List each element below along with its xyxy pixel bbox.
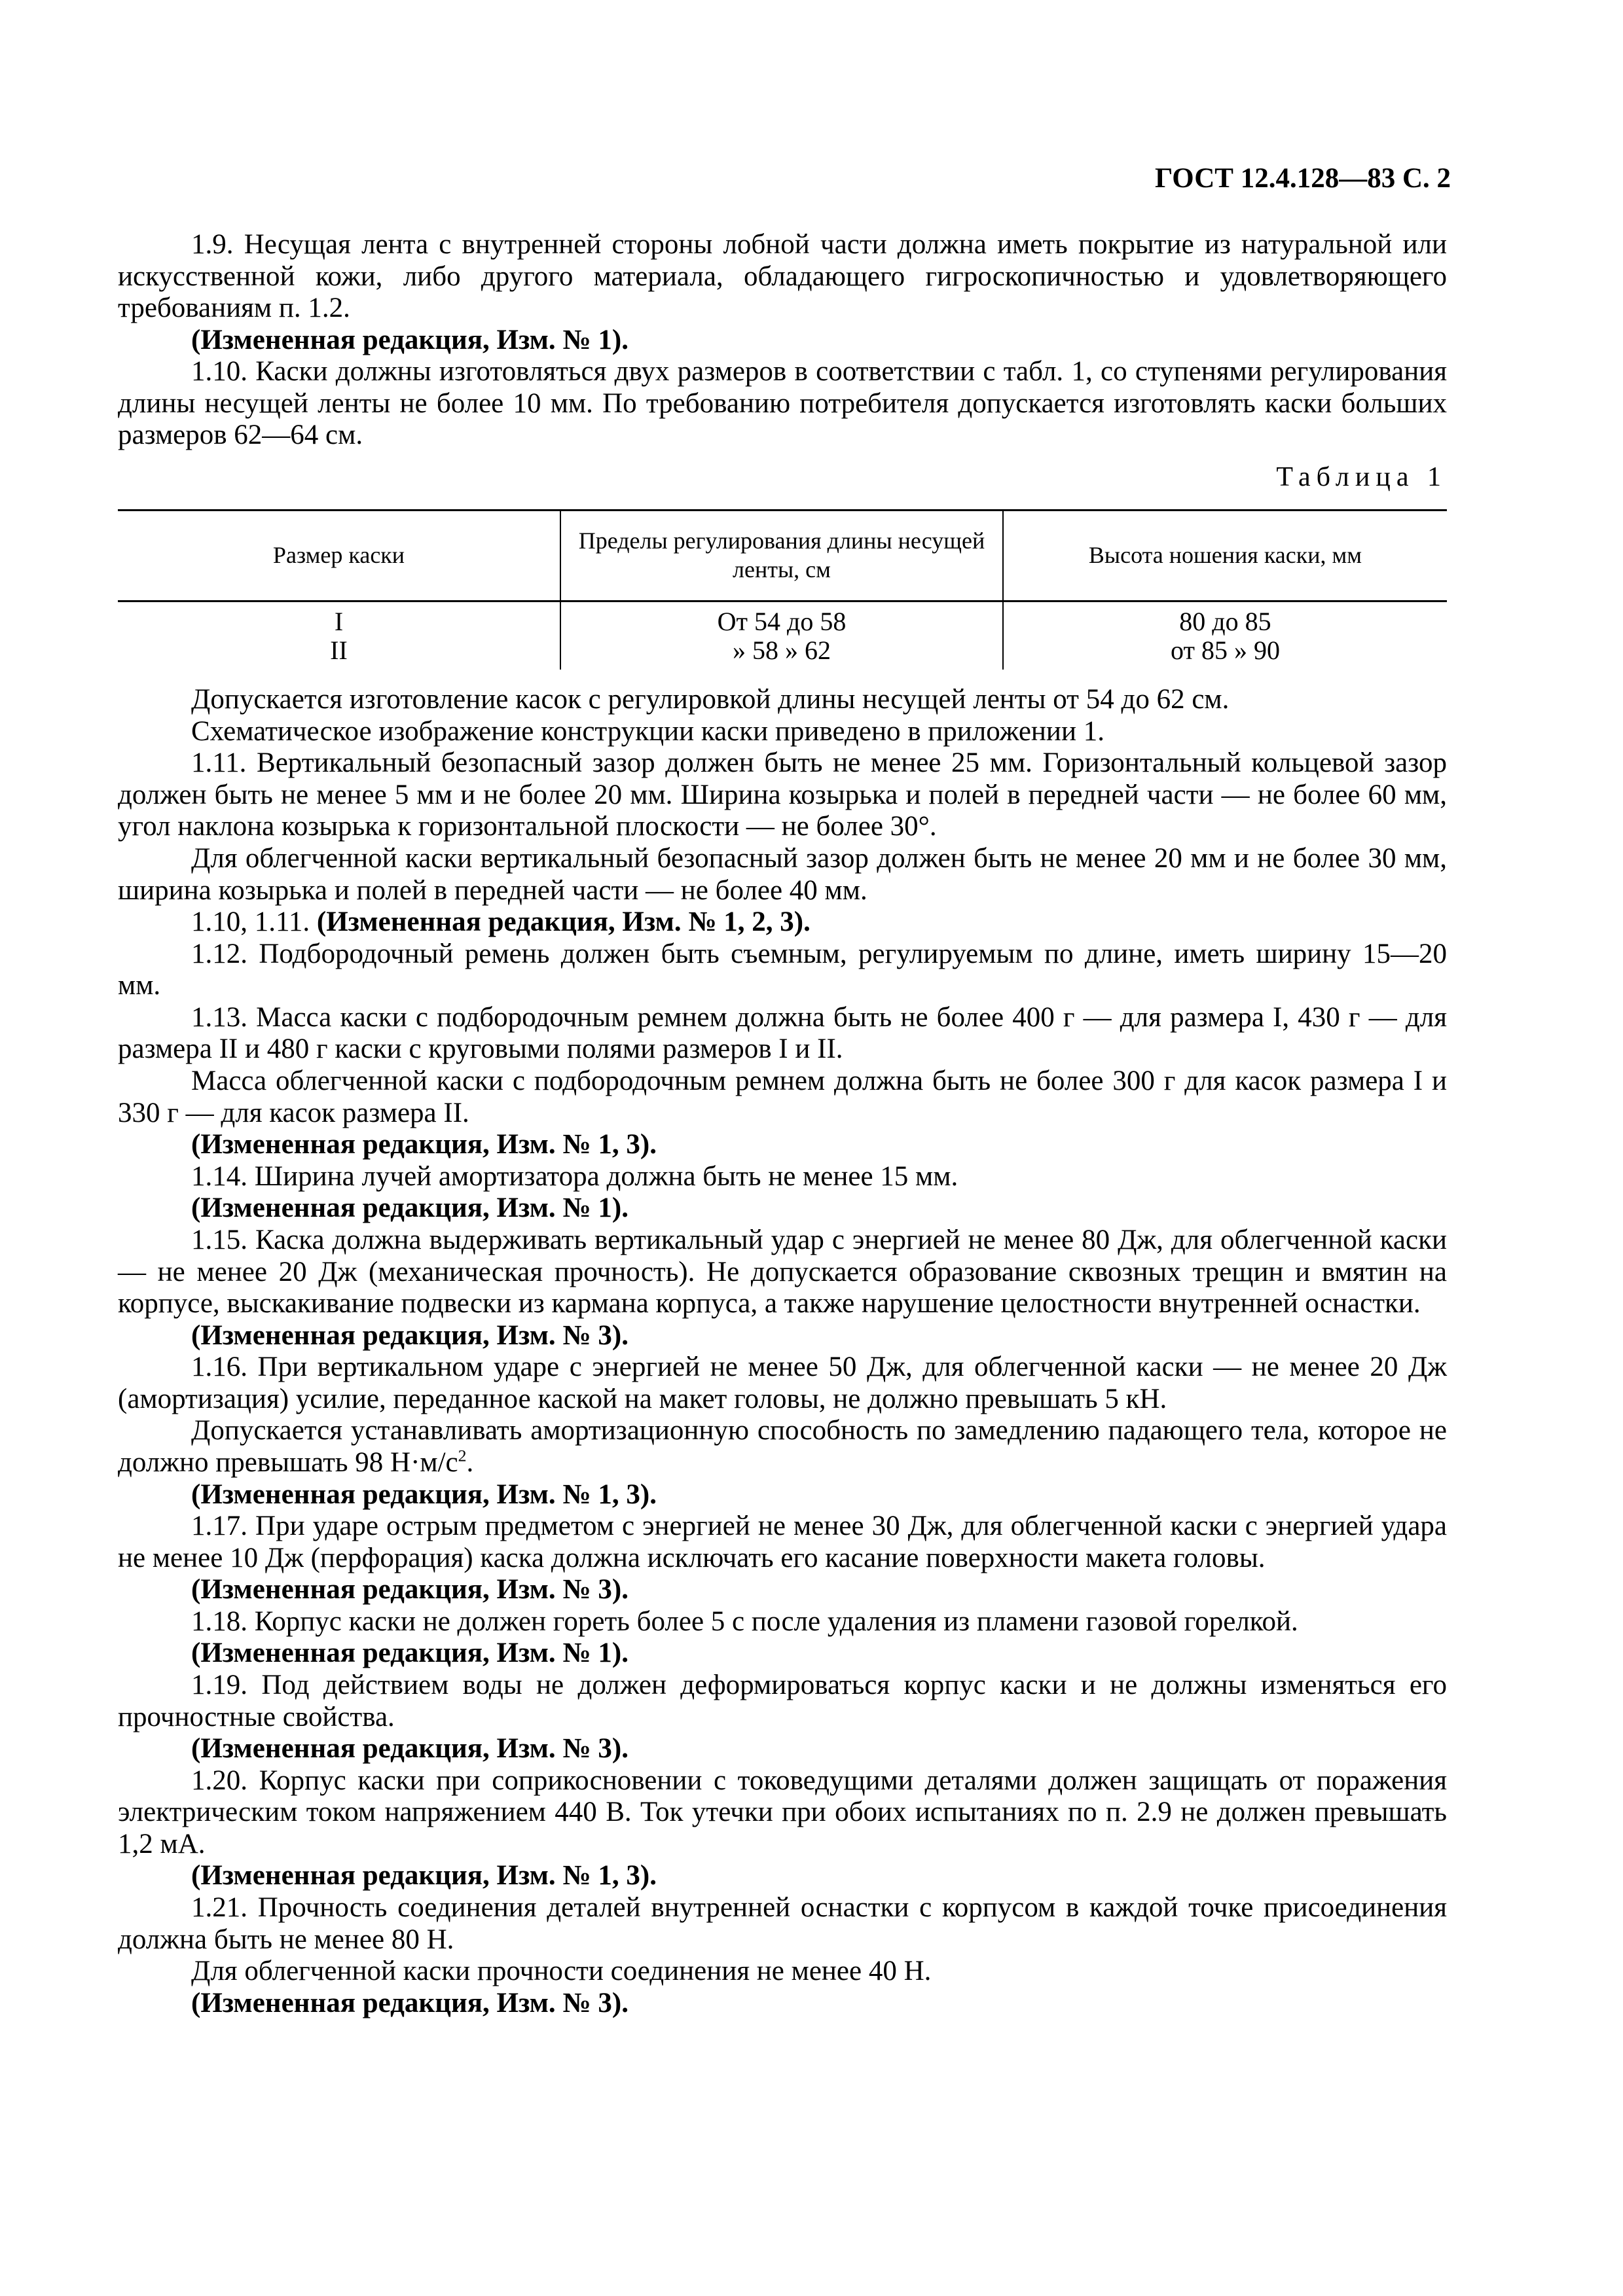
- paragraph-tail: .: [466, 1446, 474, 1478]
- amendment-note: (Измененная редакция, Изм. № 1).: [191, 1638, 629, 1669]
- paragraph-1-10: 1.10. Каски должны изготовляться двух размеров в соответствии с табл. 1, со ступенями регулирования длины несущей ленты не более 10 мм. По требованию потребителя допускается изготовлять каски больших размеров 62—64 см.: [118, 356, 1447, 451]
- page-header: ГОСТ 12.4.128—83 С. 2: [1154, 163, 1451, 194]
- table-header-cell: Пределы регулирования длины несущей ленты, см: [560, 510, 1003, 601]
- paragraph-1-17: 1.17. При ударе острым предметом с энергией не менее 30 Дж, для облегченной каски с энергией удара не менее 10 Дж (перфорация) каска должна исключать его касание поверхности макета головы.: [118, 1511, 1447, 1573]
- table-caption: Таблица 1: [1276, 462, 1447, 493]
- amendment-prefix: 1.10, 1.11.: [191, 906, 317, 938]
- paragraph-1-9: 1.9. Несущая лента с внутренней стороны лобной части должна иметь покрытие из натуральной или искусственной кожи, либо другого материала, обладающего гигроскопичностью и удовлетворяющего требованиям п. 1.2.: [118, 229, 1447, 324]
- amendment-note: (Измененная редакция, Изм. № 3).: [191, 1319, 629, 1351]
- table-row: [118, 601, 1447, 670]
- paragraph: Допускается изготовление касок с регулировкой длины несущей ленты от 54 до 62 см.: [191, 684, 1230, 715]
- amendment-note: (Измененная редакция, Изм. № 3).: [191, 1987, 629, 2018]
- paragraph-1-18: 1.18. Корпус каски не должен гореть более 5 с после удаления из пламени газовой горелкой.: [191, 1605, 1298, 1637]
- paragraph-deceleration: [118, 1415, 1447, 1479]
- table-cell-height: 80 до 85 от 85 » 90: [1003, 601, 1447, 670]
- paragraph-text: Допускается устанавливать амортизационную способность по замедлению падающего тела, которое не должно превышать 98 Н·м/с: [118, 1415, 1447, 1478]
- amendment-note: (Измененная редакция, Изм. № 1).: [191, 1193, 629, 1224]
- amendment-note-mixed: [118, 906, 1447, 939]
- paragraph: Схематическое изображение конструкции каски приведено в приложении 1.: [191, 715, 1104, 747]
- table-header-cell: Размер каски: [118, 510, 560, 601]
- amendment-note: (Измененная редакция, Изм. № 1, 3).: [191, 1860, 657, 1892]
- amendment-note: (Измененная редакция, Изм. № 1).: [191, 324, 629, 355]
- amendment-note: (Измененная редакция, Изм. № 1, 3).: [191, 1479, 657, 1510]
- sizes-table: [118, 509, 1447, 670]
- paragraph-1-21: 1.21. Прочность соединения деталей внутренней оснастки с корпусом в каждой точке присоединения должна быть не менее 80 Н.: [118, 1892, 1447, 1955]
- table-cell-range: От 54 до 58 » 58 » 62: [560, 601, 1003, 670]
- paragraph-1-20: 1.20. Корпус каски при соприкосновении с токоведущими деталями должен защищать от поражения электрическим током напряжением 440 В. Ток утечки при обоих испытаниях по п. 2.9 не должен превышать 1,2 мА.: [118, 1765, 1447, 1859]
- paragraph-1-19: 1.19. Под действием воды не должен деформироваться корпус каски и не должны изменяться его прочностные свойства.: [118, 1670, 1447, 1732]
- paragraph-1-15: 1.15. Каска должна выдерживать вертикальный удар с энергией не менее 80 Дж, для облегченной каски — не менее 20 Дж (механическая прочность). Не допускается образование сквозных трещин и вмятин на корпусе, выскакивание подвески из кармана корпуса, а также нарушение целостности внутренней оснастки.: [118, 1224, 1447, 1319]
- paragraph: Масса облегченной каски с подбородочным ремнем должна быть не более 300 г для касок размера I и 330 г — для касок размера II.: [118, 1066, 1447, 1128]
- paragraph: Для облегченной каски вертикальный безопасный зазор должен быть не менее 20 мм и не более 30 мм, ширина козырька и полей в передней части — не более 40 мм.: [118, 842, 1447, 906]
- table-header-row: [118, 510, 1447, 601]
- paragraph-1-13: 1.13. Масса каски с подбородочным ремнем должна быть не более 400 г — для размера I, 430 г — для размера II и 480 г каски с круговыми полями размеров I и II.: [118, 1001, 1447, 1065]
- amendment-bold: (Измененная редакция, Изм. № 1, 2, 3).: [316, 906, 811, 938]
- superscript: 2: [458, 1446, 467, 1465]
- paragraph-1-12: 1.12. Подбородочный ремень должен быть съемным, регулируемым по длине, иметь ширину 15—20 мм.: [118, 938, 1447, 1001]
- paragraph-1-11: 1.11. Вертикальный безопасный зазор должен быть не менее 25 мм. Горизонтальный кольцевой зазор должен быть не менее 5 мм и не более 20 мм. Ширина козырька и полей в передней части — не более 60 мм, угол наклона козырька к горизонтальной плоскости — не более 30°.: [118, 747, 1447, 842]
- amendment-note: (Измененная редакция, Изм. № 1, 3).: [191, 1129, 657, 1160]
- paragraph-1-16: 1.16. При вертикальном ударе с энергией не менее 50 Дж, для облегченной каски — не менее 20 Дж (амортизация) усилие, переданное каской на макет головы, не должно превышать 5 кН.: [118, 1352, 1447, 1414]
- table-cell-size: I II: [330, 606, 348, 666]
- table-header-cell: Высота ношения каски, мм: [1003, 510, 1447, 601]
- amendment-note: (Измененная редакция, Изм. № 3).: [191, 1733, 629, 1765]
- amendment-note: (Измененная редакция, Изм. № 3).: [191, 1574, 629, 1605]
- paragraph-1-14: 1.14. Ширина лучей амортизатора должна быть не менее 15 мм.: [191, 1160, 958, 1192]
- document-body: [118, 229, 1447, 2019]
- paragraph: Для облегченной каски прочности соединения не менее 40 Н.: [191, 1956, 932, 1987]
